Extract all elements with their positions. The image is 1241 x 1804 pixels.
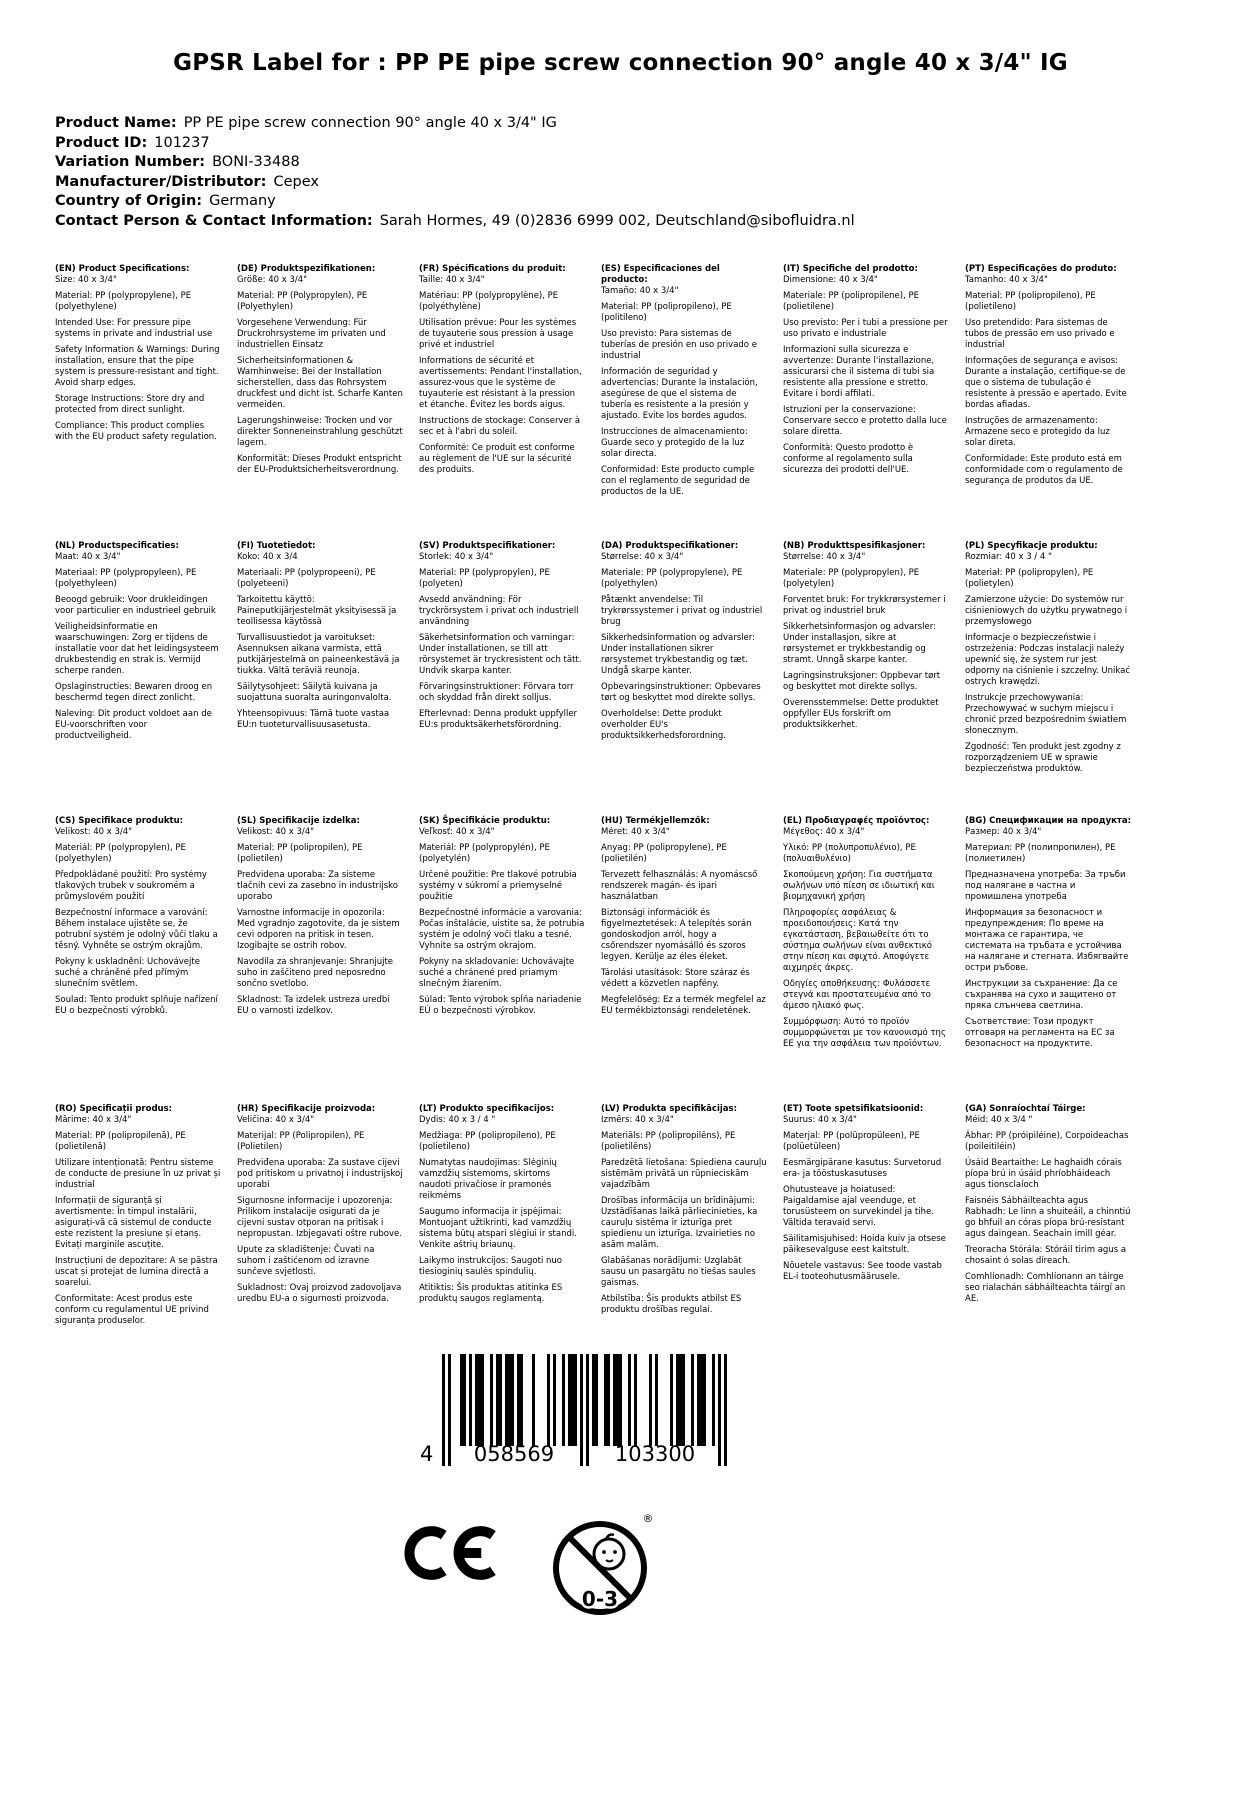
language-block-title: (DA) Produktspecifikationer: — [601, 541, 739, 551]
spec-paragraph: Určené použitie: Pre tlakové potrubia systémy v súkromí a priemyselné použitie — [419, 870, 577, 902]
language-block-title: (SK) Špecifikácie produktu: — [419, 816, 551, 826]
language-block-title: (NL) Productspecificaties: — [55, 541, 179, 551]
spec-paragraph: Size: 40 x 3/4" — [55, 275, 117, 285]
spec-paragraph: Informacje o bezpieczeństwie i ostrzeżenia: Podczas instalacji należy upewnić się, że system rur jest odporny na ciśnienie i szczelny. Unikać ostrych krawędzi. — [965, 633, 1130, 687]
svg-text:®: ® — [642, 1512, 654, 1525]
spec-paragraph: Anyag: PP (polipropylene), PE (polietilén) — [601, 843, 727, 864]
language-block-title: (ES) Especificaciones del producto: — [601, 264, 720, 285]
spec-paragraph: Méret: 40 x 3/4" — [601, 827, 670, 837]
product-info-value: 101237 — [154, 134, 210, 151]
language-block-fi — [237, 541, 403, 816]
language-block-title: (EN) Product Specifications: — [55, 264, 190, 274]
spec-paragraph: Material: PP (polipropileno), PE (politileno) — [601, 302, 732, 323]
spec-paragraph: Размер: 40 x 3/4" — [965, 827, 1042, 837]
spec-paragraph: Yhteensopivuus: Tämä tuote vastaa EU:n tuoteturvallisuusasetusta. — [237, 709, 390, 730]
barcode-digit-group-1: 058569 — [473, 1442, 555, 1466]
spec-paragraph: Υλικό: PP (πολυπροπυλένιο), PE (πολυαιθυλένιο) — [783, 843, 916, 864]
spec-paragraph: Pokyny k uskladnění: Uchovávejte suché a chráněné před přímým slunečním světlem. — [55, 957, 200, 989]
language-block-sl — [237, 816, 403, 1104]
barcode-digit-lead: 4 — [420, 1442, 434, 1466]
spec-paragraph: Material: PP (polipropilenă), PE (polietilenă) — [55, 1131, 186, 1152]
language-block-title: (SV) Produktspecifikationer: — [419, 541, 556, 551]
spec-paragraph: Предназначена употреба: За тръби под налягане в частна и промишлена употреба — [965, 870, 1126, 902]
spec-paragraph: Upute za skladištenje: Čuvati na suhom i zaštićenom od izravne sunčeve svjetlosti. — [237, 1245, 375, 1277]
language-block-pl — [965, 541, 1131, 816]
language-block-title: (FI) Tuotetiedot: — [237, 541, 316, 551]
age-warning-icon — [548, 1510, 656, 1626]
spec-paragraph: Πληροφορίες ασφάλειας & προειδοποιήσεις: Κατά την εγκατάσταση, βεβαιωθείτε ότι το σύστημα σωλήνων είναι ανθεκτικό στην πίεση και σφιχτό. Αποφύγετε αιχμηρές άκρες. — [783, 908, 932, 973]
spec-paragraph: Dydis: 40 x 3 / 4 " — [419, 1115, 496, 1125]
spec-paragraph: Materiał: PP (polipropylen), PE (polietylen) — [965, 568, 1094, 589]
spec-paragraph: Velikost: 40 x 3/4" — [55, 827, 133, 837]
language-block-title: (EL) Προδιαγραφές προϊόντος: — [783, 816, 930, 826]
spec-paragraph: Sukladnost: Ovaj proizvod zadovoljava uredbu EU-a o sigurnosti proizvoda. — [237, 1283, 402, 1304]
spec-paragraph: Soulad: Tento produkt splňuje nařízení EU o bezpečnosti výrobků. — [55, 995, 218, 1016]
language-block-title: (LV) Produkta specifikācijas: — [601, 1104, 737, 1114]
spec-paragraph: Storage Instructions: Store dry and protected from direct sunlight. — [55, 394, 205, 415]
spec-paragraph: Opslaginstructies: Bewaren droog en beschermd tegen direct zonlicht. — [55, 682, 213, 703]
barcode-digit-group-2: 103300 — [614, 1442, 696, 1466]
language-block-title: (IT) Specifiche del prodotto: — [783, 264, 918, 274]
language-block-hu — [601, 816, 767, 1104]
product-info-value: Germany — [209, 193, 276, 209]
language-block-title: (FR) Spécifications du produit: — [419, 264, 566, 274]
language-block-title: (PL) Specyfikacje produktu: — [965, 541, 1098, 551]
spec-paragraph: Pokyny na skladovanie: Uchovávajte suché a chránené pred priamym slnečným žiarením. — [419, 957, 575, 989]
spec-paragraph: Zamierzone użycie: Do systemów rur ciśnieniowych do użytku prywatnego i przemysłowego — [965, 595, 1128, 627]
spec-paragraph: Instruções de armazenamento: Armazene seco e protegido da luz solar direta. — [965, 416, 1110, 448]
spec-paragraph: Påtænkt anvendelse: Til trykrørssystemer i privat og industriel brug — [601, 595, 763, 627]
spec-paragraph: Safety Information & Warnings: During installation, ensure that the pipe system is pressure-resistant and tight. Avoid sharp edges. — [55, 345, 220, 388]
spec-paragraph: Materijal: PP (Polipropilen), PE (Polietilen) — [237, 1131, 365, 1152]
spec-paragraph: Säilitamisjuhised: Hoida kuiv ja otsese päikesevalguse eest kaitstult. — [783, 1234, 946, 1255]
spec-paragraph: Conformità: Questo prodotto è conforme al regolamento sulla sicurezza dei prodotti dell'UE. — [783, 443, 914, 475]
bottom-symbols — [0, 1354, 1241, 1699]
language-block-title: (ET) Toote spetsifikatsioonid: — [783, 1104, 924, 1114]
product-info-label: Country of Origin: — [55, 193, 203, 209]
spec-paragraph: Veličina: 40 x 3/4" — [237, 1115, 315, 1125]
language-block-title: (HU) Termékjellemzők: — [601, 816, 710, 826]
spec-paragraph: Maat: 40 x 3/4" — [55, 552, 121, 562]
language-block-title: (BG) Спецификации на продукта: — [965, 816, 1131, 826]
language-block-lv — [601, 1104, 767, 1327]
spec-paragraph: Dimensione: 40 x 3/4" — [783, 275, 878, 285]
spec-paragraph: Predvidena uporaba: Za sisteme tlačnih cevi za zasebno in industrijsko uporabo — [237, 870, 399, 902]
language-block-sv — [419, 541, 585, 816]
spec-paragraph: Opbevaringsinstruktioner: Opbevares tørt og beskyttet mod direkte sollys. — [601, 682, 761, 703]
language-block-title: (LT) Produkto specifikacijos: — [419, 1104, 555, 1114]
spec-paragraph: Taille: 40 x 3/4" — [419, 275, 485, 285]
spec-paragraph: Μέγεθος: 40 x 3/4" — [783, 827, 865, 837]
product-info-value: PP PE pipe screw connection 90° angle 40 x 3/4" IG — [183, 115, 557, 131]
spec-paragraph: Sikkerhetsinformasjon og advarsler: Under installasjon, sikre at rørsystemet er trykkbestandig og stramt. Unngå skarpe kanter. — [783, 622, 936, 665]
spec-paragraph: Suurus: 40 x 3/4" — [783, 1115, 857, 1125]
language-block-nl — [55, 541, 221, 816]
spec-paragraph: Istruzioni per la conservazione: Conservare secco e protetto dalla luce solare diretta. — [783, 405, 947, 437]
language-block-en — [55, 264, 221, 541]
spec-paragraph: Tamaño: 40 x 3/4" — [601, 286, 679, 296]
language-block-fr — [419, 264, 585, 541]
spec-paragraph: Størrelse: 40 x 3/4" — [601, 552, 684, 562]
language-block-title: (SL) Specifikacije izdelka: — [237, 816, 360, 826]
spec-paragraph: Medžiaga: PP (polipropileno), PE (polietileno) — [419, 1131, 556, 1152]
spec-paragraph: Sicherheitsinformationen & Warnhinweise: Bei der Installation sicherstellen, dass das Rohrsystem druckfest und dicht ist. Scharfe Kanten vermeiden. — [237, 356, 403, 410]
ean13-barcode — [420, 1354, 727, 1474]
spec-paragraph: Zgodność: Ten produkt jest zgodny z rozporządzeniem UE w sprawie bezpieczeństwa produktów. — [965, 742, 1121, 774]
spec-paragraph: Informații de siguranță și avertismente: În timpul instalării, asigurați-vă că sistemul de conducte este rezistent la presiune și etanș. Evitați marginile ascuțite. — [55, 1196, 212, 1250]
spec-paragraph: Instrucciones de almacenamiento: Guarde seco y protegido de la luz solar directa. — [601, 427, 748, 459]
spec-paragraph: Tarkoitettu käyttö: Paineputkijärjestelmät yksityisessä ja teollisessa käytössä — [237, 595, 397, 627]
spec-paragraph: Mărime: 40 x 3/4" — [55, 1115, 132, 1125]
spec-paragraph: Předpokládané použití: Pro systémy tlakových trubek v soukromém a průmyslovém použití — [55, 870, 207, 902]
spec-paragraph: Matériau: PP (polypropylène), PE (polyéthylène) — [419, 291, 559, 312]
language-block-title: (PT) Especificações do produto: — [965, 264, 1117, 274]
language-block-pt — [965, 264, 1131, 541]
language-block-ga — [965, 1104, 1131, 1327]
product-info-label: Variation Number: — [55, 154, 206, 170]
spec-paragraph: Méid: 40 x 3/4 " — [965, 1115, 1033, 1125]
language-block-nb — [783, 541, 949, 816]
spec-paragraph: Σκοπούμενη χρήση: Για συστήματα σωλήνων υπό πίεση σε ιδιωτική και βιομηχανική χρήση — [783, 870, 935, 902]
spec-paragraph: Beoogd gebruik: Voor drukleidingen voor particulier en industrieel gebruik — [55, 595, 216, 616]
spec-paragraph: Bezpečnostné informácie a varovania: Počas inštalácie, uistite sa, že potrubia systém je odolný voči tlaku a tesné. Vyhnite sa ostrým okrajom. — [419, 908, 585, 951]
spec-paragraph: Glabāšanas norādījumi: Uzglabāt sausu un pasargātu no tiešas saules gaismas. — [601, 1256, 756, 1288]
product-info-value: Sarah Hormes, 49 (0)2836 6999 002, Deutschland@sibofluidra.nl — [379, 212, 855, 229]
svg-text:0-3: 0-3 — [581, 1587, 619, 1611]
spec-paragraph: Bezpečnostní informace a varování: Během instalace ujistěte se, že potrubní systém je odolný vůči tlaku a těsný. Vyhněte se ostrým okrajům. — [55, 908, 218, 951]
spec-paragraph: Instructions de stockage: Conserver à sec et à l'abri du soleil. — [419, 416, 581, 437]
spec-paragraph: Koko: 40 x 3/4 — [237, 552, 298, 562]
product-info-label: Product Name: — [55, 115, 177, 131]
spec-paragraph: Säilytysohjeet: Säilytä kuivana ja suojattuna suoralta auringonvalolta. — [237, 682, 392, 703]
spec-paragraph: Overensstemmelse: Dette produktet oppfyller EUs forskrift om produktsikkerhet. — [783, 698, 939, 730]
spec-paragraph: Ábhar: PP (próipiléine), Corpoideachas (poileitiléin) — [965, 1131, 1129, 1152]
spec-paragraph: Material: PP (polipropileno), PE (polietileno) — [965, 291, 1096, 312]
spec-paragraph: Súlad: Tento výrobok spĺňa nariadenie EÚ o bezpečnosti výrobkov. — [419, 995, 582, 1016]
spec-paragraph: Información de seguridad y advertencias: Durante la instalación, asegúrese de que el sistema de tubería es resistente a la presión y ajustado. Evite los bordes agudos. — [601, 367, 758, 421]
language-block-title: (CS) Specifikace produktu: — [55, 816, 184, 826]
spec-paragraph: Veiligheidsinformatie en waarschuwingen: Zorg er tijdens de installatie voor dat het leidingsysteem drukbestendig en strak is. Vermijd scherpe randen. — [55, 622, 219, 676]
product-info-value: Cepex — [273, 173, 319, 190]
spec-paragraph: Laikymo instrukcijos: Saugoti nuo tiesioginių saulės spindulių. — [419, 1256, 563, 1277]
language-block-da — [601, 541, 767, 816]
language-block-cs — [55, 816, 221, 1104]
product-info-row — [55, 114, 1181, 134]
spec-paragraph: Materiale: PP (polipropilene), PE (polietilene) — [783, 291, 919, 312]
spec-paragraph: Instrucțiuni de depozitare: A se păstra uscat și protejat de lumina directă a soarelui. — [55, 1256, 218, 1288]
spec-paragraph: Størrelse: 40 x 3/4" — [783, 552, 866, 562]
product-info-label: Manufacturer/Distributor: — [55, 173, 267, 190]
spec-paragraph: Faisnéis Sábháilteachta agus Rabhadh: Le linn a shuiteáil, a chinntiú go bhfuil an córas píopa brú-resistant agus daingean. Seachain imill géar. — [965, 1196, 1131, 1239]
spec-paragraph: Förvaringsinstruktioner: Förvara torr och skyddad från direkt solljus. — [419, 682, 574, 703]
spec-paragraph: Informations de sécurité et avertissements: Pendant l'installation, assurez-vous que le système de tuyauterie est résistant à la pression et étanche. Évitez les bords aigus. — [419, 356, 582, 410]
spec-paragraph: Forventet bruk: For trykkrørsystemer i privat og industriel bruk — [783, 595, 946, 616]
product-info-row — [55, 134, 1181, 154]
spec-paragraph: Atbilstība: Šis produkts atbilst ES produktu drošības regulai. — [601, 1294, 742, 1315]
spec-paragraph: Overholdelse: Dette produkt overholder EU's produktsikkerhedsforordning. — [601, 709, 726, 741]
spec-paragraph: Material: PP (Polypropylen), PE (Polyethylen) — [237, 291, 368, 312]
spec-paragraph: Avsedd användning: För tryckrörsystem i privat och industriell användning — [419, 595, 579, 627]
spec-paragraph: Biztonsági információk és figyelmeztetések: A telepítés során gondoskodjon arról, hogy a csőrendszer nyomásálló és szoros legyen. Kerülje az éles éleket. — [601, 908, 752, 962]
spec-paragraph: Material: PP (polypropylene), PE (polyethylene) — [55, 291, 192, 312]
spec-paragraph: Varnostne informacije in opozorila: Med vgradnjo zagotovite, da je sistem cevi odporen na pritisk in tesen. Izogibajte se ostrih robov. — [237, 908, 400, 951]
spec-paragraph: Treoracha Stórála: Stóráil tirim agus a chosaint ó solas díreach. — [965, 1245, 1127, 1266]
spec-paragraph: Úsáid Beartaithe: Le haghaidh córais píopa brú in úsáid phríobháideach agus tionsclaíoch — [965, 1158, 1122, 1190]
spec-paragraph: Conformitate: Acest produs este conform cu regulamentul UE privind siguranța produselor. — [55, 1294, 209, 1326]
language-block-de — [237, 264, 403, 541]
spec-paragraph: Eesmärgipärane kasutus: Survetorud era- ja tööstuskasutuses — [783, 1158, 942, 1179]
spec-paragraph: Instrukcje przechowywania: Przechowywać w suchym miejscu i chronić przed bezpośrednim światłem słonecznym. — [965, 693, 1127, 736]
spec-paragraph: Συμμόρφωση: Αυτό το προϊόν συμμορφώνεται με τον κανονισμό της ΕΕ για την ασφάλεια των προϊόντων. — [783, 1017, 946, 1049]
spec-paragraph: Материал: PP (полипропилен), PE (полиетилен) — [965, 843, 1116, 864]
language-block-es — [601, 264, 767, 541]
spec-paragraph: Conformidad: Este producto cumple con el reglamento de seguridad de productos de la UE. — [601, 465, 755, 497]
spec-paragraph: Größe: 40 x 3/4" — [237, 275, 308, 285]
spec-paragraph: Saugumo informacija ir įspėjimai: Montuojant užtikrinti, kad vamzdžių sistema būtų atspari slėgiui ir standi. Venkite aštrių briaunų. — [419, 1207, 577, 1250]
product-info-row — [55, 212, 1181, 232]
spec-paragraph: Efterlevnad: Denna produkt uppfyller EU:s produktsäkerhetsförordning. — [419, 709, 578, 730]
spec-paragraph: Turvallisuustiedot ja varoitukset: Asennuksen aikana varmista, että putkijärjestelmä on paineenkestävä ja tiukka. Vältä teräviä reunoja. — [237, 633, 400, 676]
spec-paragraph: Naleving: Dit product voldoet aan de EU-voorschriften voor productveiligheid. — [55, 709, 212, 741]
spec-paragraph: Tárolási utasítások: Store száraz és védett a közvetlen napfény. — [601, 968, 750, 989]
language-block-title: (HR) Specifikacije proizvoda: — [237, 1104, 376, 1114]
spec-paragraph: Paredzētā lietošana: Spiediena cauruļu sistēmām privātā un rūpnieciskām vajadzībām — [601, 1158, 767, 1190]
spec-paragraph: Drošības informācija un brīdinājumi: Uzstādīšanas laikā pārliecinieties, ka cauruļu sistēma ir izturīga pret spiedienu un izturīga. Izvairieties no asām malām. — [601, 1196, 758, 1250]
spec-paragraph: Comhlíonadh: Comhlíonann an táirge seo rialachán sábháilteachta táirgí an AE. — [965, 1272, 1126, 1304]
product-info-label: Contact Person & Contact Information: — [55, 212, 373, 229]
spec-paragraph: Säkerhetsinformation och varningar: Under installationen, se till att rörsystemet är tryckresistent och tätt. Undvik skarpa kanter. — [419, 633, 582, 676]
product-info-row — [55, 153, 1181, 173]
language-block-title: (RO) Specificații produs: — [55, 1104, 173, 1114]
ce-mark-icon — [404, 1522, 504, 1588]
language-grid — [55, 264, 1131, 1327]
spec-paragraph: Veľkosť: 40 x 3/4" — [419, 827, 495, 837]
spec-paragraph: Konformität: Dieses Produkt entspricht der EU-Produktsicherheitsverordnung. — [237, 454, 402, 475]
spec-paragraph: Инструкции за съхранение: Да се съхранява на сухо и защитено от пряка слънчева светлина. — [965, 979, 1118, 1011]
language-block-it — [783, 264, 949, 541]
spec-paragraph: Rozmiar: 40 x 3 / 4 " — [965, 552, 1052, 562]
spec-paragraph: Material: PP (polipropilen), PE (polietilen) — [237, 843, 363, 864]
language-block-title: (DE) Produktspezifikationen: — [237, 264, 376, 274]
spec-paragraph: Conformité: Ce produit est conforme au règlement de l'UE sur la sécurité des produits. — [419, 443, 575, 475]
spec-paragraph: Predviđena uporaba: Za sustave cijevi pod pritiskom u privatnoj i industrijskoj uporabi — [237, 1158, 403, 1190]
spec-paragraph: Lagringsinstruksjoner: Oppbevar tørt og beskyttet mot direkte sollys. — [783, 671, 941, 692]
spec-paragraph: Atitiktis: Šis produktas atitinka ES produktų saugos reglamentą. — [419, 1283, 563, 1304]
spec-paragraph: Uso previsto: Para sistemas de tuberías de presión en uso privado e industrial — [601, 329, 757, 361]
spec-paragraph: Informazioni sulla sicurezza e avvertenze: Durante l'installazione, assicurarsi che il sistema di tubi sia resistente alla pressione e stretto. Evitare i bordi affilati. — [783, 345, 935, 399]
spec-paragraph: Lagerungshinweise: Trocken und vor direkter Sonneneinstrahlung geschützt lagern. — [237, 416, 403, 448]
spec-paragraph: Nõuetele vastavus: See toode vastab EL-i tooteohutusmäärusele. — [783, 1261, 942, 1282]
spec-paragraph: Uso pretendido: Para sistemas de tubos de pressão em uso privado e industrial — [965, 318, 1115, 350]
barcode-bar — [724, 1354, 727, 1466]
spec-paragraph: Tervezett felhasználás: A nyomáscső rendszerek magán- és ipari használatban — [601, 870, 758, 902]
language-block-title: (GA) Sonraíochtaí Táirge: — [965, 1104, 1086, 1114]
spec-paragraph: Materiale: PP (polypropylene), PE (polyethylen) — [601, 568, 743, 589]
spec-paragraph: Intended Use: For pressure pipe systems in private and industrial use — [55, 318, 213, 339]
spec-paragraph: Velikost: 40 x 3/4" — [237, 827, 315, 837]
spec-paragraph: Sikkerhedsinformation og advarsler: Under installationen sikrer rørsystemet trykbestandig og tæt. Undgå skarpe kanter. — [601, 633, 755, 676]
spec-paragraph: Materjal: PP (polüpropüleen), PE (polüetüleen) — [783, 1131, 920, 1152]
language-block-ro — [55, 1104, 221, 1327]
product-info-row — [55, 192, 1181, 212]
spec-paragraph: Izmērs: 40 x 3/4" — [601, 1115, 674, 1125]
spec-paragraph: Skladnost: Ta izdelek ustreza uredbi EU o varnosti izdelkov. — [237, 995, 390, 1016]
spec-paragraph: Conformidade: Este produto está em conformidade com o regulamento de segurança de produtos da UE. — [965, 454, 1123, 486]
spec-paragraph: Megfelelőség: Ez a termék megfelel az EU termékbiztonsági rendeletének. — [601, 995, 766, 1016]
spec-paragraph: Informações de segurança e avisos: Durante a instalação, certifique-se de que o sistema de tubulação é resistente à pressão e apertado. Evite bordas afiadas. — [965, 356, 1127, 410]
language-block-el — [783, 816, 949, 1104]
spec-paragraph: Materiale: PP (polypropylen), PE (polyetylen) — [783, 568, 920, 589]
spec-paragraph: Materiāls: PP (polipropilēns), PE (polietilēns) — [601, 1131, 736, 1152]
spec-paragraph: Materiál: PP (polypropylen), PE (polyethylen) — [55, 843, 186, 864]
spec-paragraph: Οδηγίες αποθήκευσης: Φυλάσσετε στεγνά και προστατευμένα από το άμεσο ηλιακό φως. — [783, 979, 931, 1011]
spec-paragraph: Uso previsto: Per i tubi a pressione per uso privato e industriale — [783, 318, 948, 339]
product-info — [55, 114, 1181, 231]
spec-paragraph: Storlek: 40 x 3/4" — [419, 552, 494, 562]
language-block-lt — [419, 1104, 585, 1327]
spec-paragraph: Sigurnosne informacije i upozorenja: Prilikom instalacije osigurati da je cijevni sustav otporan na pritisak i nepropustan. Izbjegavati oštre rubove. — [237, 1196, 402, 1239]
page-title: GPSR Label for : PP PE pipe screw connection 90° angle 40 x 3/4" IG — [173, 50, 1068, 76]
language-block-sk — [419, 816, 585, 1104]
spec-paragraph: Utilizare intenționată: Pentru sisteme de conducte de presiune în uz privat și industrial — [55, 1158, 221, 1190]
spec-paragraph: Materiaali: PP (polypropeeni), PE (polyeteeni) — [237, 568, 376, 589]
language-block-title: (NB) Produkttspesifikasjoner: — [783, 541, 926, 551]
spec-paragraph: Ohutusteave ja hoiatused: Paigaldamise ajal veenduge, et torusüsteem on survekindel ja tihe. Vältida teravaid servi. — [783, 1185, 934, 1228]
spec-paragraph: Информация за безопасност и предупреждения: По време на монтажа се гарантира, че системата на тръбата е устойчива на налягане и стегната. Избягвайте остри ръбове. — [965, 908, 1129, 973]
spec-paragraph: Vorgesehene Verwendung: Für Druckrohrsysteme im privaten und industriellen Einsatz — [237, 318, 386, 350]
spec-paragraph: Material: PP (polypropylen), PE (polyeten) — [419, 568, 550, 589]
language-block-hr — [237, 1104, 403, 1327]
product-info-row — [55, 173, 1181, 193]
language-block-et — [783, 1104, 949, 1327]
spec-paragraph: Compliance: This product complies with the EU product safety regulation. — [55, 421, 217, 442]
product-info-label: Product ID: — [55, 134, 148, 151]
spec-paragraph: Navodila za shranjevanje: Shranjujte suho in zaščiteno pred neposredno sončno svetlobo. — [237, 957, 394, 989]
spec-paragraph: Utilisation prévue: Pour les systèmes de tuyauterie sous pression à usage privé et industriel — [419, 318, 577, 350]
spec-paragraph: Materiaal: PP (polypropyleen), PE (polyethyleen) — [55, 568, 197, 589]
spec-paragraph: Numatytas naudojimas: Slėginių vamzdžių sistemoms, skirtoms naudoti privačiose ir pramonės reikmėms — [419, 1158, 557, 1201]
language-block-bg — [965, 816, 1131, 1104]
spec-paragraph: Materiál: PP (polypropylén), PE (polyetylén) — [419, 843, 550, 864]
product-info-value: BONI-33488 — [212, 154, 300, 170]
spec-paragraph: Tamanho: 40 x 3/4" — [965, 275, 1048, 285]
spec-paragraph: Съответствие: Този продукт отговаря на регламента на ЕС за безопасност на продуктите. — [965, 1017, 1115, 1049]
